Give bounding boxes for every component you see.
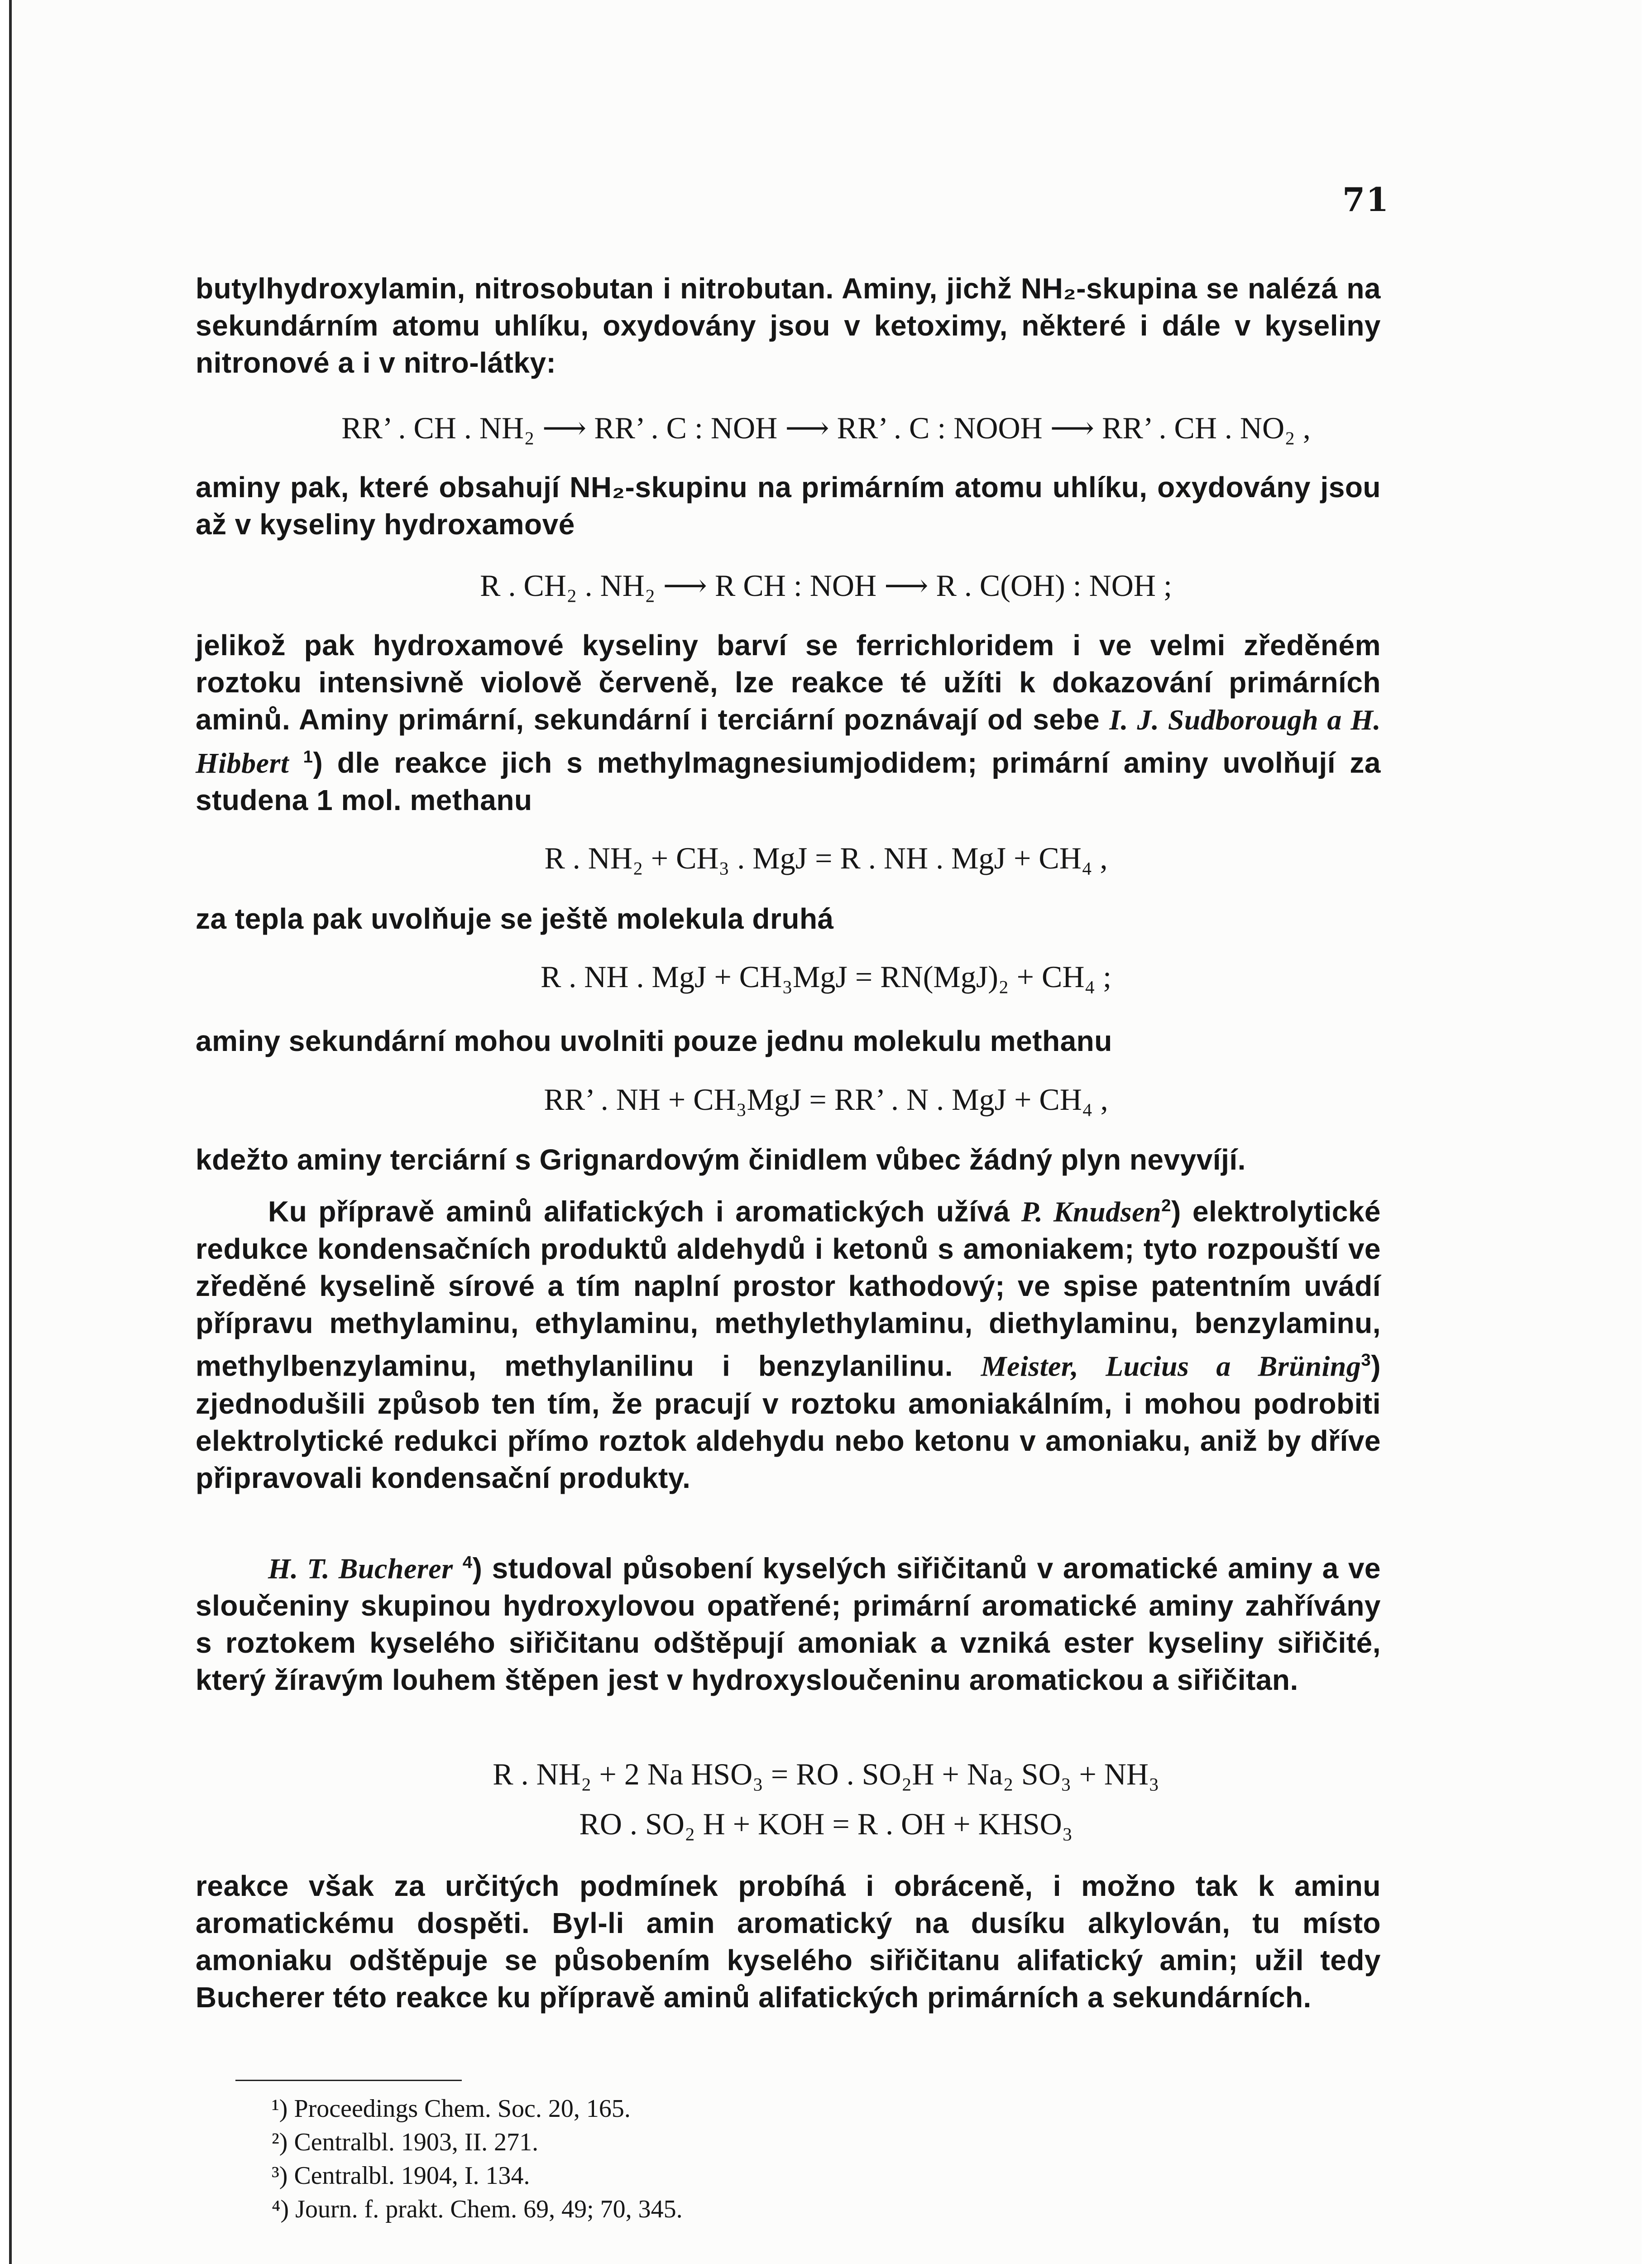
footnotes	[272, 2092, 1268, 2226]
author-meister-lucius-bruning: Meister, Lucius a Brüning	[981, 1350, 1361, 1382]
footnote-ref-1: 1	[303, 747, 313, 767]
paragraph-8	[196, 1544, 1381, 1698]
paragraph-6: kdežto aminy terciární s Grignardovým činidlem vůbec žádný plyn nevyvíjí.	[196, 1143, 1246, 1176]
paragraph-4: za tepla pak uvolňuje se ještě molekula druhá	[196, 902, 834, 935]
paragraph-3	[196, 627, 1381, 819]
formula-ketoxime: RR’ . CH . NH₂ ⟶ RR’ . C : NOH ⟶ RR’ . C : NOOH ⟶ RR’ . CH . NO₂ ,	[341, 411, 1311, 445]
footnote-ref-2: 2	[1161, 1196, 1171, 1215]
author-knudsen: P. Knudsen	[1021, 1195, 1162, 1228]
footnote-ref-4: 4	[462, 1553, 473, 1572]
footnote-3: ³) Centralbl. 1904, I. 134.	[272, 2162, 530, 2190]
formula-primary-amine: R . NH₂ + CH₃ . MgJ = R . NH . MgJ + CH₄ ,	[544, 841, 1108, 875]
footnote-2: ²) Centralbl. 1903, II. 271.	[272, 2128, 539, 2156]
paragraph-9: reakce však za určitých podmínek probíhá i obráceně, i možno tak k aminu aromatickému dospěti. Byl-li amin aromatický na dusíku alkylován, tu místo amoniaku odštěpuje se působením kyselého siřičitanu alifatický amin; užil tedy Bucherer této reakce ku přípravě aminů alifatických primárních a sekundárních.	[196, 1870, 1381, 2014]
formula-hydroxamic: R . CH₂ . NH₂ ⟶ R CH : NOH ⟶ R . C(OH) : NOH ;	[480, 568, 1172, 603]
paragraph-7	[196, 1187, 1381, 1497]
paragraph-5: aminy sekundární mohou uvolniti pouze jednu molekulu methanu	[196, 1025, 1112, 1057]
footnote-1: ¹) Proceedings Chem. Soc. 20, 165.	[272, 2095, 631, 2123]
page-number: 71	[1342, 180, 1390, 219]
paragraph-1: butylhydroxylamin, nitrosobutan i nitrobutan. Aminy, jichž NH₂-skupina se nalézá na sekundárním atomu uhlíku, oxydovány jsou v ketoximy, některé i dále v kyseliny nitronové a i v nitro-látky:	[196, 272, 1381, 379]
footnote-ref-3: 3	[1361, 1350, 1371, 1370]
paragraph-2: aminy pak, které obsahují NH₂-skupinu na primárním atomu uhlíku, oxydovány jsou až v kyseliny hydroxamové	[196, 471, 1381, 541]
paragraph-7-text-c: ) zjednodušili způsob ten tím, že pracují v roztoku amoniakálním, i mohou podrobiti elektrolytické redukci přímo roztok aldehydu nebo ketonu v amoniaku, aniž by dříve připravovali kondensační produkty.	[196, 1349, 1381, 1494]
formula-secondary-amine: RR’ . NH + CH₃MgJ = RR’ . N . MgJ + CH₄ ,	[544, 1082, 1108, 1117]
footnote-4: ⁴) Journ. f. prakt. Chem. 69, 49; 70, 345.	[272, 2195, 683, 2223]
author-sudborough-hibbert: I. J. Sudborough a H. Hibbert	[196, 704, 1381, 779]
formula-second-molecule: R . NH . MgJ + CH₃MgJ = RN(MgJ)₂ + CH₄ ;	[540, 959, 1112, 994]
paragraph-8-text: ) studoval působení kyselých siřičitanů v aromatické aminy a ve sloučeniny skupinou hydroxylovou opatřené; primární aromatické aminy zahřívány s roztokem kyselého siřičitanu odštěpují amoniak a vzniká ester kyseliny siřičité, který žíravým louhem štěpen jest v hydroxysloučeninu aromatickou a siřičitan.	[196, 1552, 1381, 1697]
paragraph-7-text-b: ) elektrolytické redukce kondensačních produktů aldehydů i ketonů s amoniakem; tyto rozpouští ve zředěné kyselině sírové a tím naplní prostor kathodový; ve spise patentním uvádí přípravu methylaminu, ethylaminu, methylethylaminu, diethylaminu, benzylaminu, methylbenzylaminu, methylanilinu i benzylanilinu.	[196, 1195, 1381, 1382]
footnote-separator	[235, 2080, 462, 2081]
paragraph-3-text-b: ) dle reakce jich s methylmagnesiumjodidem; primární aminy uvolňují za studena 1 mol. methanu	[196, 746, 1381, 817]
paragraph-7-text-a: Ku přípravě aminů alifatických i aromatických užívá	[268, 1195, 1021, 1228]
formula-bisulfite-2: RO . SO₂ H + KOH = R . OH + KHSO₃	[579, 1807, 1073, 1841]
paragraph-3-text-a: jelikož pak hydroxamové kyseliny barví se ferrichloridem i ve velmi zředěném roztoku intensivně violově červeně, lze reakce té užíti k dokazování primárních aminů. Aminy primární, sekundární i terciární poznávají od sebe	[196, 629, 1381, 736]
author-bucherer: H. T. Bucherer	[268, 1552, 453, 1585]
formula-bisulfite-1: R . NH₂ + 2 Na HSO₃ = RO . SO₂H + Na₂ SO₃ + NH₃	[493, 1757, 1159, 1791]
